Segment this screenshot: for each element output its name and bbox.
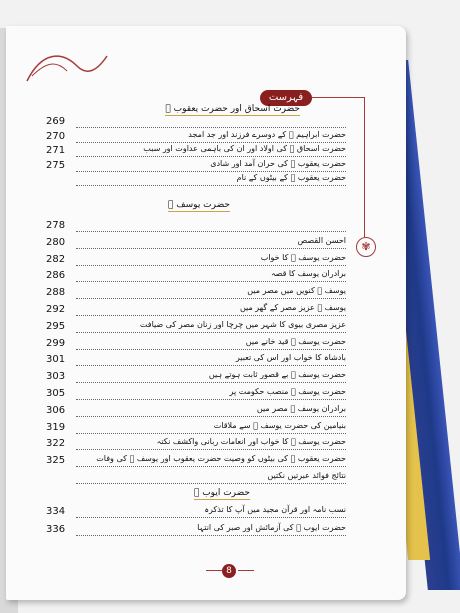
- toc-row: [46, 524, 346, 540]
- toc-leader-dots: [76, 298, 346, 299]
- toc-page-number: 271: [46, 145, 66, 156]
- toc-row: [46, 237, 346, 253]
- toc-leader-dots: [76, 127, 346, 128]
- toc-entry-title: بادشاہ کا خواب اور اس کی تعبیر: [232, 353, 346, 362]
- toc-entry-title: احسن القصص: [294, 236, 346, 245]
- toc-entry-title: حضرت یوسف ﷤ کا خواب: [257, 253, 346, 262]
- toc-page-number: 322: [46, 438, 66, 450]
- toc-title: فہرست: [260, 90, 312, 106]
- toc-page-number: 269: [46, 116, 66, 127]
- toc-leader-dots: [76, 449, 346, 450]
- toc-leader-dots: [76, 365, 346, 366]
- toc-page-number: 306: [46, 404, 66, 416]
- toc-entry-title: حضرت یوسف ﷤ قید خانے میں: [242, 337, 346, 346]
- toc-row: [46, 254, 346, 270]
- toc-entry-title: حضرت اسحاق ﷤ کی اولاد اور ان کی باہمی عداوت اور سبب: [139, 144, 346, 153]
- section-heading: حضرت یوسف ﷤: [168, 200, 230, 210]
- toc-page-number: 295: [46, 320, 66, 332]
- toc-page-number: 286: [46, 270, 66, 282]
- toc-leader-dots: [76, 416, 346, 417]
- toc-leader-dots: [76, 185, 346, 186]
- toc-leader-dots: [76, 382, 346, 383]
- toc-leader-dots: [76, 156, 346, 157]
- toc-entry-title: نتائج فوائد عبرتیں نکتیں: [263, 471, 346, 480]
- toc-entry-title: حضرت یوسف ﷤ منصب حکومت پر: [226, 387, 346, 396]
- toc-page-number: 280: [46, 236, 66, 248]
- toc-row: [46, 455, 346, 471]
- toc-row: [46, 174, 346, 190]
- toc-entry-title: حضرت یوسف ﷤ کا خواب اور انعامات ربانی واکشف نکتہ: [153, 437, 346, 446]
- toc-entry-title: حضرت ایوب ﷤ کی آزمائش اور صبر کی انتہا: [193, 523, 346, 532]
- toc-leader-dots: [76, 265, 346, 266]
- toc-page-number: 305: [46, 388, 66, 399]
- toc-leader-dots: [76, 171, 346, 172]
- toc-entry-title: یوسف ﷤ کنویں میں مصر میں: [243, 286, 346, 295]
- toc-row: [46, 388, 346, 404]
- toc-page-number: 301: [46, 354, 66, 366]
- toc-entry-title: حضرت یعقوب ﷤ کے بیٹوں کے نام: [233, 173, 346, 182]
- section-heading: حضرت ایوب ﷤: [193, 488, 250, 498]
- toc-page-number: 292: [46, 304, 66, 315]
- toc-page-number: 334: [46, 506, 66, 517]
- toc-row: [46, 472, 346, 488]
- toc-leader-dots: [76, 483, 346, 484]
- toc-entry-title: یوسف ﷤ عزیز مصر کے گھر میں: [236, 303, 346, 312]
- footer-ornament-right: [238, 570, 254, 571]
- toc-page-number: 336: [46, 524, 66, 535]
- toc-entry-title: حضرت ابراہیم ﷤ کے دوسرے فرزند اور جد امجد: [184, 130, 346, 139]
- page: [6, 26, 406, 600]
- toc-row: [46, 371, 346, 387]
- toc-row: [46, 506, 346, 522]
- toc-row: [46, 304, 346, 320]
- toc-entry-title: برادران یوسف ﷤ مصر میں: [253, 404, 346, 413]
- toc-leader-dots: [76, 433, 346, 434]
- toc-leader-dots: [76, 315, 346, 316]
- toc-page-number: 299: [46, 337, 66, 349]
- toc-page-number: 278: [46, 220, 66, 231]
- page-number-footer: [206, 564, 254, 578]
- toc-page-number: 282: [46, 253, 66, 265]
- toc-row: [46, 438, 346, 454]
- toc-leader-dots: [76, 535, 346, 536]
- toc-row: [46, 270, 346, 286]
- toc-row: [46, 422, 346, 438]
- toc-row: [46, 220, 346, 236]
- toc-page-number: 275: [46, 159, 66, 171]
- section-heading: حضرت اسحاق اور حضرت یعقوب ﷤: [165, 104, 300, 114]
- corner-ornament-icon: [22, 46, 112, 86]
- toc-row: [46, 338, 346, 354]
- toc-row: [46, 287, 346, 303]
- toc-leader-dots: [76, 399, 346, 400]
- toc-leader-dots: [76, 332, 346, 333]
- toc-leader-dots: [76, 349, 346, 350]
- toc-row: [46, 321, 346, 337]
- footer-ornament-left: [206, 570, 222, 571]
- toc-leader-dots: [76, 248, 346, 249]
- toc-entry-title: حضرت یوسف ﷤ بے قصور ثابت ہوتے ہیں: [205, 370, 346, 379]
- page-content: [16, 32, 400, 592]
- toc-page-number: 288: [46, 287, 66, 299]
- toc-entry-title: بنیامین کی حضرت یوسف ﷤ سے ملاقات: [210, 421, 346, 430]
- toc-page-number: 303: [46, 371, 66, 383]
- toc-page-number: 319: [46, 421, 66, 433]
- decorative-star-icon: ✾: [356, 237, 376, 257]
- toc-page-number: 270: [46, 130, 66, 142]
- toc-entry-title: حضرت یعقوب ﷤ کی حران آمد اور شادی: [206, 159, 346, 168]
- toc-leader-dots: [76, 466, 346, 467]
- toc-row: [46, 354, 346, 370]
- title-rule-vertical: [364, 97, 365, 237]
- toc-leader-dots: [76, 281, 346, 282]
- toc-entry-title: برادران یوسف کا قصہ: [267, 269, 346, 278]
- toc-leader-dots: [76, 142, 346, 143]
- toc-page-number: 325: [46, 455, 66, 467]
- toc-leader-dots: [76, 231, 346, 232]
- toc-entry-title: حضرت یعقوب ﷤ کی بیٹوں کو وصیت حضرت یعقوب اور یوسف ﷤ کی وفات: [92, 454, 346, 463]
- page-number: 8: [222, 564, 236, 578]
- toc-entry-title: نسب نامہ اور قرآن مجید میں آپ کا تذکرہ: [200, 505, 346, 514]
- toc-leader-dots: [76, 517, 346, 518]
- toc-row: [46, 405, 346, 421]
- title-rule: [312, 97, 364, 98]
- toc-entry-title: عزیز مصری بیوی کا شہر میں چرچا اور زنان مصر کی ضیافت: [136, 320, 346, 329]
